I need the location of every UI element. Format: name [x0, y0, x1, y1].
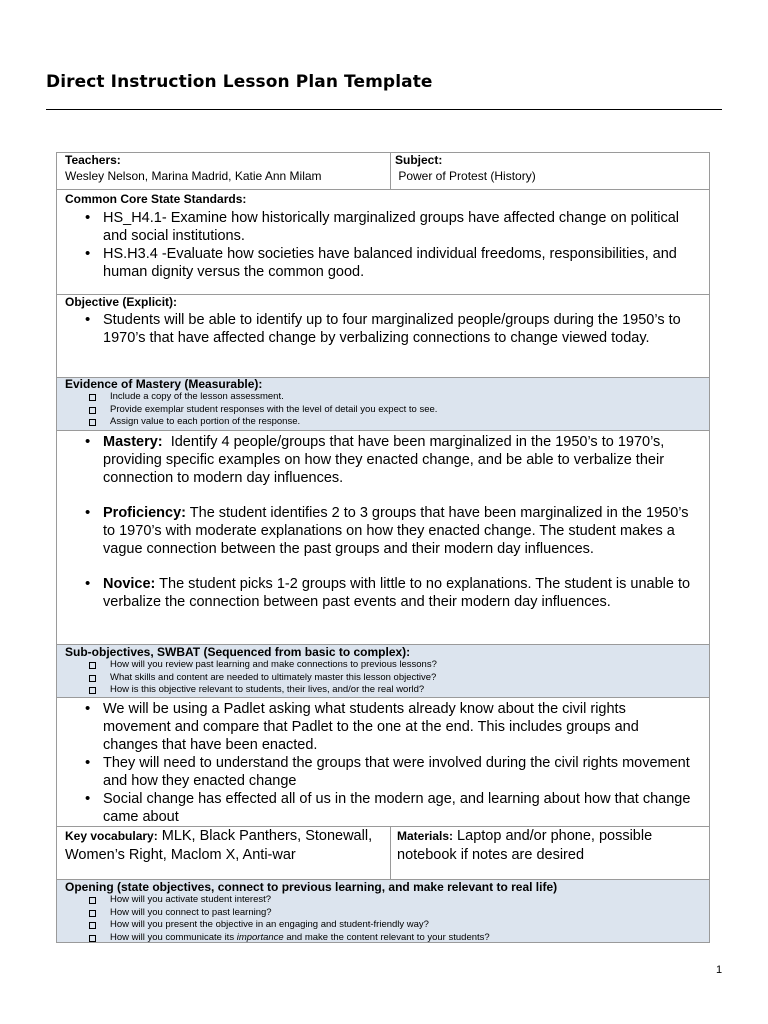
level-name: Novice:: [103, 576, 156, 592]
checklist-item: Include a copy of the lesson assessment.: [57, 391, 701, 404]
subobjectives-label: Sub-objectives, SWBAT (Sequenced from basic to complex):: [65, 645, 411, 659]
materials-label: Materials:: [397, 829, 454, 843]
vocab-materials-row: [57, 826, 709, 879]
list-item: • HS.H3.4 -Evaluate how societies have balanced individual freedoms, responsibilities, and human dignity versus the common good.: [57, 245, 689, 281]
proficiency-item: [57, 504, 695, 558]
list-item: • They will need to understand the groups that were involved during the civil rights movement and how they enacted change: [57, 754, 695, 790]
teachers-value: Wesley Nelson, Marina Madrid, Katie Ann Milam: [65, 169, 322, 183]
evidence-checklist: [57, 391, 701, 429]
materials-cell: [391, 827, 709, 879]
teachers-cell: [57, 153, 390, 189]
level-text: The student picks 1-2 groups with little to no explanations. The student is unable to verbalize the connection between past events and their modern day influences.: [103, 576, 695, 610]
opening-label: Opening (state objectives, connect to previous learning, and make relevant to real life): [65, 880, 558, 894]
materials-value: Laptop and/or phone, possible notebook if notes are desired: [397, 828, 657, 863]
lesson-plan-table: [56, 152, 710, 943]
checklist-text: How will you communicate its: [110, 931, 237, 943]
subject-value: Power of Protest (History): [395, 169, 536, 183]
objective-section: [57, 294, 709, 377]
checklist-item: How will you present the objective in an engaging and student-friendly way?: [57, 919, 701, 932]
objective-list: [57, 311, 701, 347]
subobjectives-checklist: [57, 659, 701, 697]
vocab-cell: [57, 827, 390, 879]
evidence-label: Evidence of Mastery (Measurable):: [65, 377, 263, 391]
vocab-value: MLK, Black Panthers, Stonewall, Women’s Right, Maclom X, Anti-war: [65, 828, 377, 863]
list-item: • Social change has effected all of us in the modern age, and learning about how that change came about: [57, 790, 695, 826]
page-number: 1: [716, 964, 723, 976]
level-text: Identify 4 people/groups that have been marginalized in the 1950’s to 1970’s, providing specific examples on how they enacted change, and be able to verbalize their connection to modern day influences.: [103, 434, 669, 486]
mastery-levels: [57, 430, 709, 644]
subject-label: Subject:: [395, 153, 443, 167]
subobjectives-header: [57, 644, 709, 697]
objective-label: Objective (Explicit):: [65, 295, 178, 309]
checklist-item: How is this objective relevant to students, their lives, and/or the real world?: [57, 684, 701, 697]
teachers-label: Teachers:: [65, 153, 121, 167]
checklist-item: How will you review past learning and make connections to previous lessons?: [57, 659, 701, 672]
page-title: Direct Instruction Lesson Plan Template: [46, 72, 433, 92]
novice-item: [57, 575, 695, 611]
checklist-item: What skills and content are needed to ultimately master this lesson objective?: [57, 672, 701, 685]
objective-text: • Students will be able to identify up to four marginalized people/groups during the 1950’s to 1970’s that have affected change by verbalizing connections to change viewed today.: [57, 311, 693, 347]
title-rule: [46, 109, 722, 110]
opening-checklist: [57, 894, 701, 944]
evidence-header: [57, 377, 709, 430]
checklist-item: Provide exemplar student responses with the level of detail you expect to see.: [57, 404, 701, 417]
list-item: • We will be using a Padlet asking what students already know about the civil rights movement and compare that Padlet to the one at the end. This includes groups and changes that have been enacted.: [57, 700, 695, 754]
level-name: Mastery:: [103, 434, 163, 450]
opening-section: [57, 879, 709, 942]
checklist-item: How will you connect to past learning?: [57, 907, 701, 920]
subject-cell: [391, 153, 709, 189]
level-text: The student identifies 2 to 3 groups that have been marginalized in the 1950’s to 1970’s with moderate explanations on how they enacted change. The student makes a vague connection between the past groups and their modern day influences.: [103, 505, 693, 557]
teachers-subject-row: [57, 153, 709, 189]
emphasis-text: importance: [236, 931, 284, 943]
standards-section: [57, 189, 709, 294]
checklist-item: How will you activate student interest?: [57, 894, 701, 907]
mastery-item: [57, 433, 695, 487]
standards-list: [57, 209, 701, 281]
vocab-label: Key vocabulary:: [65, 829, 158, 843]
checklist-text: and make the content relevant to your students?: [283, 931, 490, 943]
checklist-item: Assign value to each portion of the response.: [57, 416, 701, 429]
list-item: • HS_H4.1- Examine how historically marginalized groups have affected change on political and social institutions.: [57, 209, 689, 245]
subobjectives-content: [57, 697, 709, 826]
mastery-list: [57, 433, 709, 611]
standards-label: Common Core State Standards:: [65, 192, 247, 206]
subobjectives-list: [57, 700, 709, 826]
checklist-item: [57, 932, 701, 945]
level-name: Proficiency:: [103, 505, 186, 521]
